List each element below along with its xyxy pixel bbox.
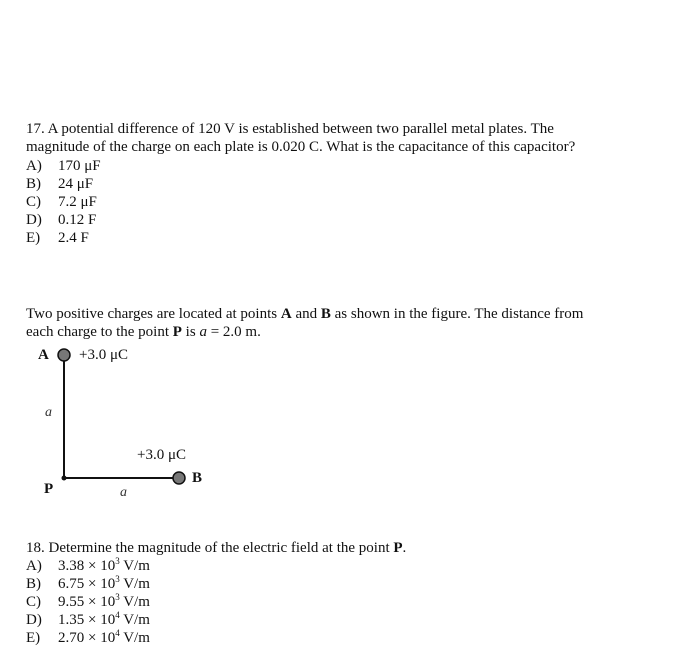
q18-option-e[interactable]: E) $2.70 \times 10^4$ V/m (26, 628, 150, 646)
q17-option-d[interactable]: D) 0.12 F (26, 212, 97, 228)
dist-vertical-label: a (45, 405, 52, 420)
q17-option-c[interactable]: C) 7.2 μF (26, 194, 97, 210)
q17-option-e[interactable]: E) 2.4 F (26, 230, 89, 246)
point-p-dot (62, 476, 67, 481)
label-a: A (38, 347, 49, 363)
charge-b-icon (173, 472, 185, 484)
q18-stem: 18. Determine the magnitude of the electric field at the point P. (26, 540, 407, 556)
q18-option-d[interactable]: D) $1.35 \times 10^4$ V/m (26, 610, 150, 628)
charge-a-icon (58, 349, 70, 361)
label-b: B (192, 470, 203, 486)
context-line1: Two positive charges are located at points A and B as shown in the figure. The distance from (26, 306, 584, 322)
q17-option-b[interactable]: B) 24 μF (26, 176, 94, 192)
q18-option-c[interactable]: C) $9.55 \times 10^3$ V/m (26, 592, 150, 610)
dist-horizontal-label: a (120, 485, 127, 500)
q17-stem-line1: 17. A potential difference of 120 V is established between two parallel metal plates. The (26, 121, 554, 137)
q18-option-a[interactable]: A) $3.38 \times 10^3$ V/m (26, 556, 150, 574)
q18-option-b[interactable]: B) $6.75 \times 10^3$ V/m (26, 574, 150, 592)
q17-option-a[interactable]: A) 170 μF (26, 158, 101, 174)
charge-a-label: +3.0 μC (79, 347, 129, 363)
charge-b-label: +3.0 μC (137, 447, 187, 463)
q17-stem-line2: magnitude of the charge on each plate is 0.020 C. What is the capacitance of this capacitor? (26, 139, 576, 155)
context-line2: each charge to the point P is a = 2.0 m. (26, 324, 261, 340)
label-p: P (44, 481, 54, 497)
